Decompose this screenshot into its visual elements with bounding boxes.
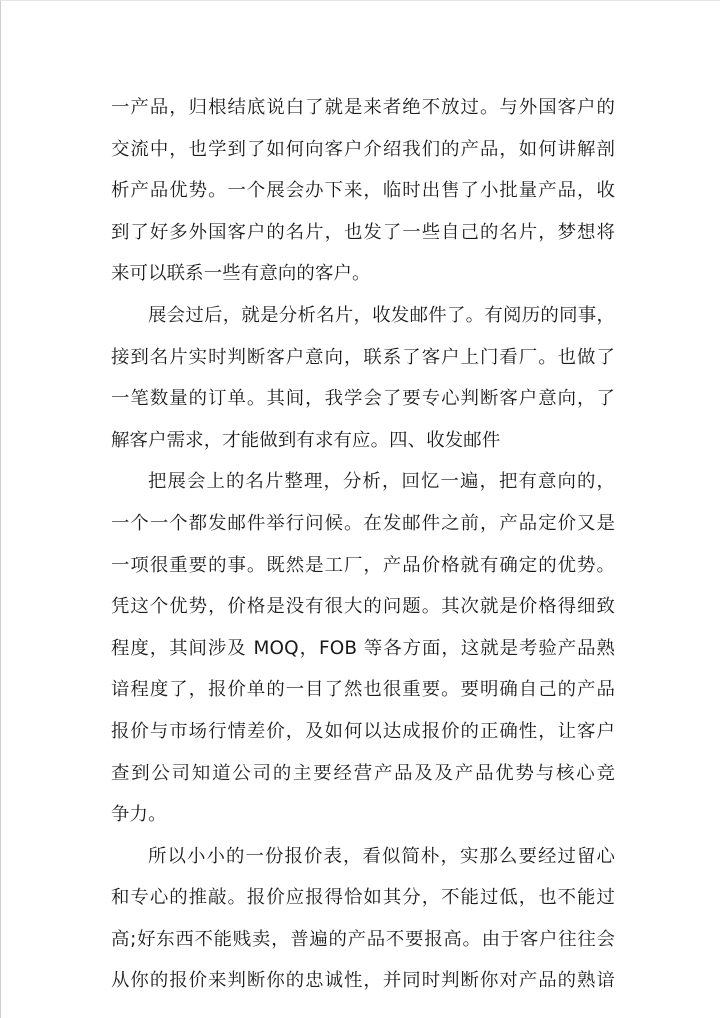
text-line: 谙程度了，报价单的一目了然也很重要。要明确自己的产品 [111,679,615,701]
text-line: 到了好多外国客户的名片，也发了一些自己的名片，梦想将 [111,221,615,243]
text-line: 争力。 [111,804,167,826]
text-line: 所以小小的一份报价表，看似简朴，实那么要经过留心 [148,845,615,867]
text-line: 展会过后，就是分析名片，收发邮件了。有阅历的同事， [148,304,615,326]
text-line: 一项很重要的事。既然是工厂，产品价格就有确定的优势。 [111,554,615,576]
text-line: 一产品，归根结底说白了就是来者绝不放过。与外国客户的 [111,97,615,118]
text-line: 从你的报价来判断你的忠诚性，并同时判断你对产品的熟谙 [111,970,615,992]
text-line: 程度，其间涉及 MOQ，FOB 等各方面，这就是考验产品熟 [111,637,615,659]
text-line: 析产品优势。一个展会办下来，临时出售了小批量产品，收 [111,180,615,202]
text-line: 查到公司知道公司的主要经营产品及及产品优势与核心竞 [111,762,615,784]
text-line: 交流中，也学到了如何向客户介绍我们的产品，如何讲解剖 [111,138,615,160]
text-line: 和专心的推敲。报价应报得恰如其分，不能过低，也不能过 [111,887,615,909]
text-line: 把展会上的名片整理，分析，回忆一遍，把有意向的， [148,471,615,493]
text-line: 来可以联系一些有意向的客户。 [111,263,371,285]
text-line: 报价与市场行情差价，及如何以达成报价的正确性，让客户 [111,720,615,742]
text-line: 一笔数量的订单。其间，我学会了要专心判断客户意向，了 [111,388,615,410]
text-line: 解客户需求，才能做到有求有应。四、收发邮件 [111,429,501,451]
text-line: 高;好东西不能贱卖，普遍的产品不要报高。由于客户往往会 [111,928,615,950]
text-line: 接到名片实时判断客户意向，联系了客户上门看厂。也做了 [111,346,615,368]
text-line: 一个一个都发邮件举行问候。在发邮件之前，产品定价又是 [111,512,615,534]
text-line: 凭这个优势，价格是没有很大的问题。其次就是价格得细致 [111,596,615,618]
document-body [111,87,615,1002]
